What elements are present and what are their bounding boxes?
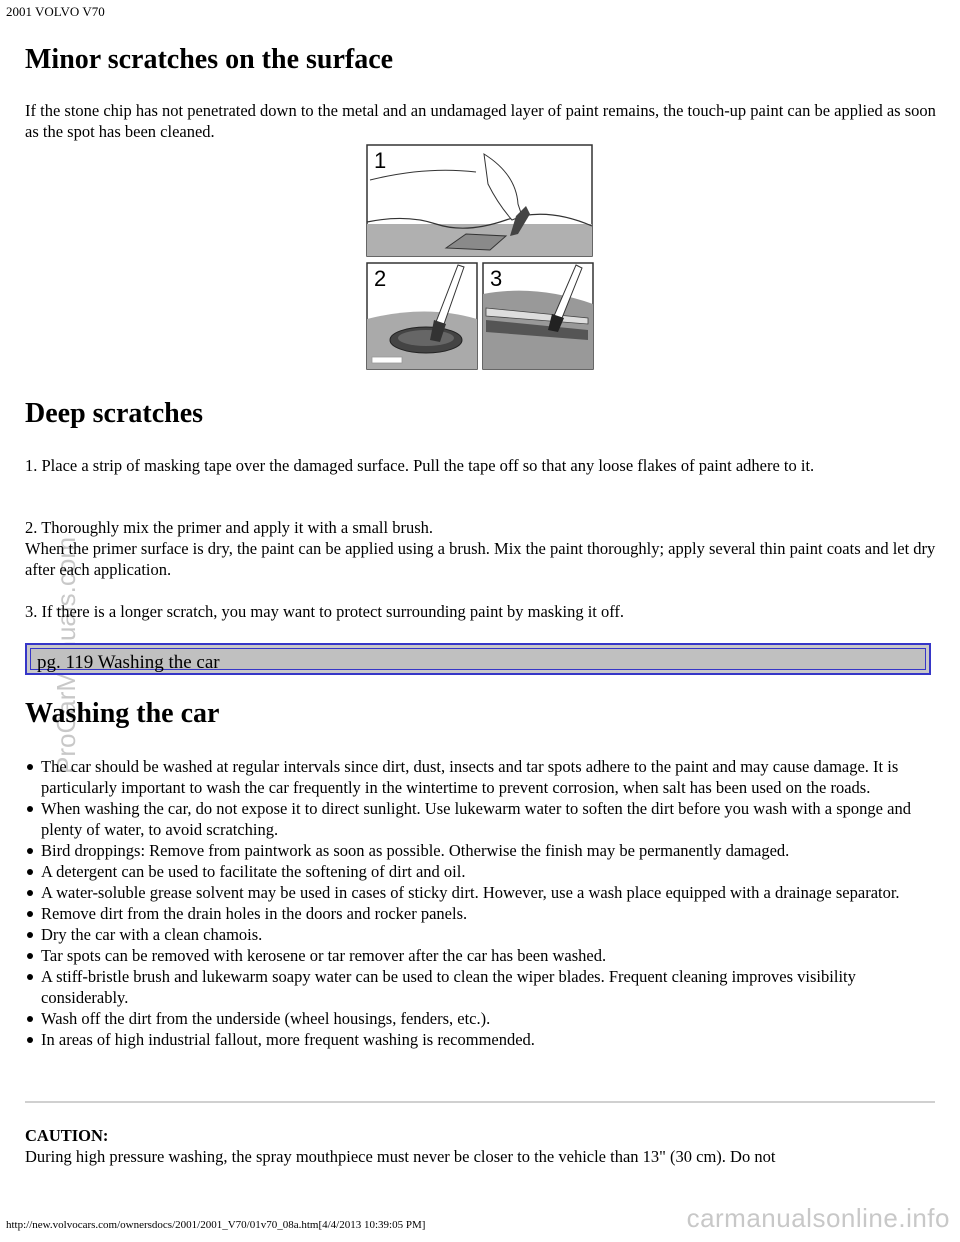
deep-step-3: 3. If there is a longer scratch, you may want to protect surrounding paint by masking it off. [25,602,625,621]
deep-step-1: 1. Place a strip of masking tape over the damaged surface. Pull the tape off so that any loose flakes of paint adhere to it. [25,456,815,475]
panel-1-label: 1 [374,148,387,173]
list-item: Remove dirt from the drain holes in the doors and rocker panels. [25,903,935,924]
page-reference-inner [30,648,926,673]
minor-scratches-text: If the stone chip has not penetrated down to the metal and an undamaged layer of paint remains, the touch-up paint can be applied as soon as the spot has been cleaned. [25,101,936,141]
section-divider [25,1101,935,1103]
page-reference-bar [25,643,931,675]
panel-2-label: 2 [374,266,387,291]
panel-3-label: 3 [490,266,503,291]
touch-up-illustration [366,144,594,370]
list-item: Bird droppings: Remove from paintwork as soon as possible. Otherwise the finish may be permanently damaged. [25,840,935,861]
deep-step-2: 2. Thoroughly mix the primer and apply it with a small brush. [25,518,434,537]
heading-washing: Washing the car [25,698,220,729]
list-item: Wash off the dirt from the underside (wheel housings, fenders, etc.). [25,1008,935,1029]
heading-deep-scratches: Deep scratches [25,398,204,429]
washing-bullet-list [25,756,935,1050]
heading-minor-scratches: Minor scratches on the surface [25,44,394,75]
list-item: Tar spots can be removed with kerosene or tar remover after the car has been washed. [25,945,935,966]
footer-watermark: carmanualsonline.info [686,1203,950,1233]
caution-text: During high pressure washing, the spray mouthpiece must never be closer to the vehicle than 13" (30 cm). Do not [25,1147,776,1166]
list-item: A detergent can be used to facilitate the softening of dirt and oil. [25,861,935,882]
page-reference-label: pg. 119 Washing the car [37,652,220,673]
list-item: A stiff-bristle brush and lukewarm soapy water can be used to clean the wiper blades. Frequent cleaning improves visibility considerably. [25,966,935,1008]
list-item: In areas of high industrial fallout, more frequent washing is recommended. [25,1029,935,1050]
document-title: 2001 VOLVO V70 [6,4,105,19]
list-item: The car should be washed at regular intervals since dirt, dust, insects and tar spots adhere to the paint and may cause damage. It is particularly important to wash the car frequently in the wintertime to prevent corrosion, when salt has been used on the roads. [25,756,935,798]
caution-label: CAUTION: [25,1126,109,1145]
deep-step-2-detail: When the primer surface is dry, the paint can be applied using a brush. Mix the paint thoroughly; apply several thin paint coats and let dry after each application. [25,539,936,579]
list-item: A water-soluble grease solvent may be used in cases of sticky dirt. However, use a wash place equipped with a drainage separator. [25,882,935,903]
list-item: When washing the car, do not expose it to direct sunlight. Use lukewarm water to soften the dirt before you wash with a sponge and plenty of water, to avoid scratching. [25,798,935,840]
footer-url: http://new.volvocars.com/ownersdocs/2001/2001_V70/01v70_08a.htm[4/4/2013 10:39:05 PM] [6,1219,426,1231]
list-item: Dry the car with a clean chamois. [25,924,935,945]
